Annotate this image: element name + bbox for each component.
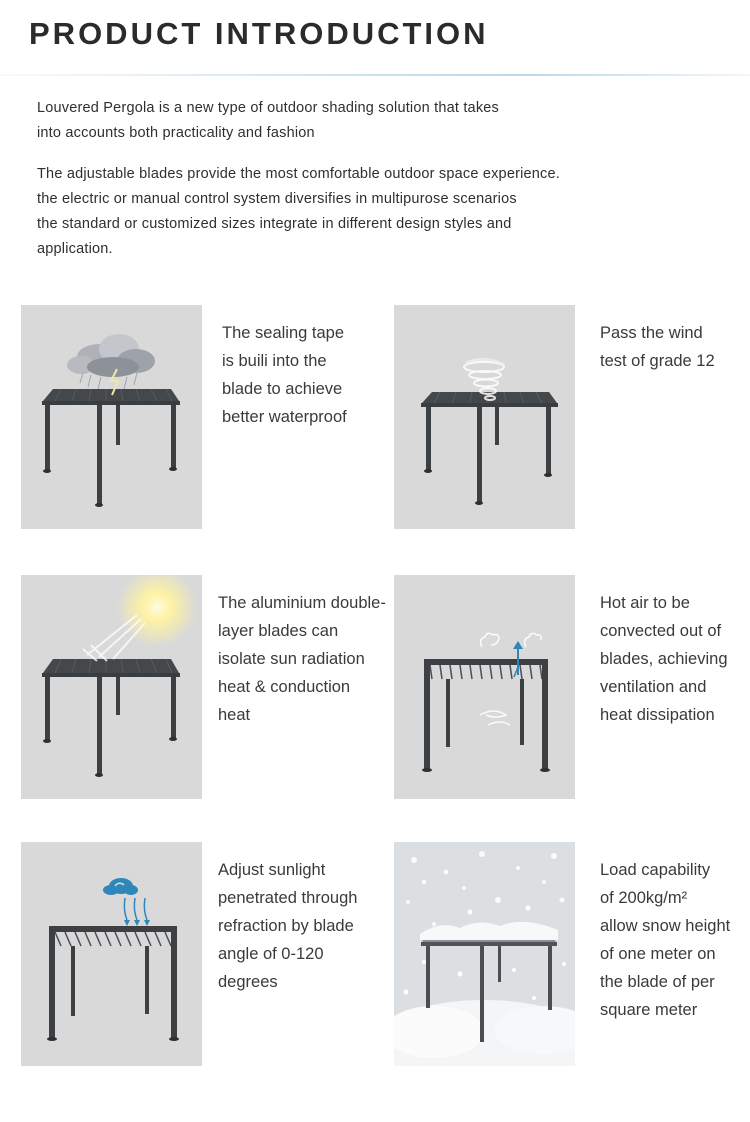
title-divider xyxy=(0,74,750,76)
feature-text-ventilation: Hot air to be convected out of blades, achieving ventilation and heat dissipation xyxy=(600,594,728,724)
intro-paragraph-1: Louvered Pergola is a new type of outdoor shading solution that takes into accounts both practicality and fashion xyxy=(37,100,499,141)
sunlight-refraction-icon xyxy=(21,842,202,1066)
feature-image-sun-radiation xyxy=(21,575,202,799)
feature-image-sunlight-refraction xyxy=(21,842,202,1066)
feature-image-snow-load xyxy=(394,842,575,1066)
feature-text-snow-load: Load capability of 200kg/m² allow snow height of one meter on the blade of per square meter xyxy=(600,861,731,1019)
tornado-icon xyxy=(394,305,575,529)
feature-image-ventilation xyxy=(394,575,575,799)
sun-icon xyxy=(21,575,202,799)
feature-image-waterproof xyxy=(21,305,202,529)
feature-text-wind: Pass the wind test of grade 12 xyxy=(600,324,715,370)
feature-text-waterproof: The sealing tape is buili into the blade to achieve better waterproof xyxy=(222,324,347,426)
page-title: PRODUCT INTRODUCTION xyxy=(29,16,489,51)
feature-text-sunlight-refraction: Adjust sunlight penetrated through refraction by blade angle of 0-120 degrees xyxy=(218,861,358,991)
hot-air-icon xyxy=(394,575,575,799)
feature-text-sun-radiation: The aluminium double- layer blades can isolate sun radiation heat & conduction heat xyxy=(218,594,386,724)
snow-icon xyxy=(394,842,575,1066)
rain-cloud-icon xyxy=(21,305,202,529)
feature-image-wind xyxy=(394,305,575,529)
intro-paragraph-2: The adjustable blades provide the most comfortable outdoor space experience. the electric or manual control system diversifies in multipurose scenarios the standard or customized sizes integrate in different design styles and application. xyxy=(37,166,561,257)
